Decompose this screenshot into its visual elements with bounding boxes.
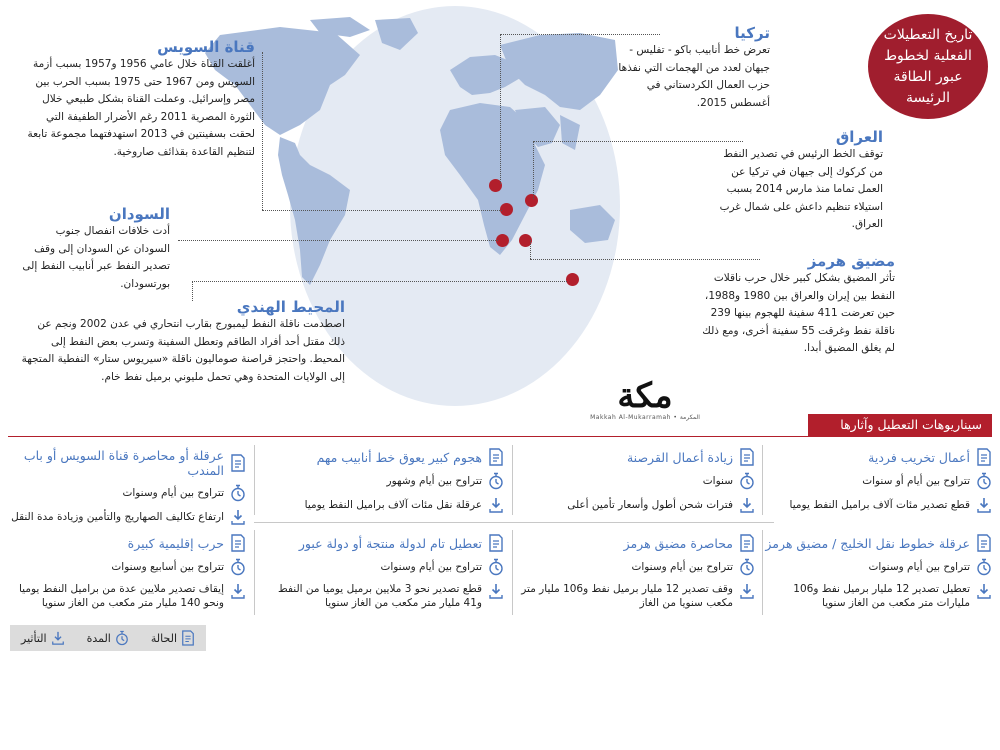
block-hormuz-title: مضيق هرمز [807, 252, 895, 270]
block-suez-text: أغلقت القناة خلال عامي 1956 و1957 بسبب أزمة السويس ومن 1967 حتى 1975 بسبب الحرب بين مصر وإسرائيل. وعملت القناة بشكل طبيعي خلال الثورة المصرية 2011 رغم الأضرار الطفيفة التي لحقت بسفينتين في 2013 استهدفتهما مجموعة تابعة لتنظيم القاعدة بقذائف صاروخية. [27, 58, 255, 158]
scenario-duration: تتراوح بين أيام وشهور [386, 475, 482, 487]
legend-impact [21, 630, 65, 646]
document-icon [739, 448, 755, 466]
scenario-title: عرقلة خطوط نقل الخليج / مضيق هرمز [765, 535, 970, 551]
block-suez-title: قناة السويس [157, 38, 255, 56]
scenario-duration: تتراوح بين أيام وسنوات [380, 561, 482, 573]
stopwatch-icon [115, 630, 129, 646]
scenario-card [6, 448, 246, 532]
leader-indian [192, 281, 567, 282]
logo [570, 378, 720, 428]
column-divider [254, 445, 255, 515]
scenario-card [520, 448, 755, 520]
leader-iraq-v [533, 141, 534, 199]
column-divider [512, 530, 513, 615]
scenario-impact: فترات شحن أطول وأسعار تأمين أعلى [567, 499, 733, 511]
column-divider [512, 445, 513, 515]
document-icon [230, 454, 246, 472]
down-arrow-icon [230, 508, 246, 526]
block-iraq [708, 128, 883, 234]
down-arrow-icon [488, 582, 504, 600]
scenario-title: أعمال تخريب فردية [868, 449, 970, 465]
scenario-impact: قطع تصدير نحو 3 ملايين برميل يوميا من النفط و41 مليار متر مكعب من الغاز سنويا [278, 583, 482, 609]
scenario-card [772, 448, 992, 520]
document-icon [230, 534, 246, 552]
stopwatch-icon [230, 558, 246, 576]
block-turkey-text: تعرض خط أنابيب باكو - تفليس - جيهان لعدد من الهجمات التي نفذها حزب العمال الكردستاني في أغسطس 2015. [618, 44, 770, 109]
block-hormuz [700, 252, 895, 358]
block-iraq-text: توقف الخط الرئيس في تصدير النفط من كركوك إلى جيهان في تركيا عن العمل تماما منذ مارس 2014 بسبب استيلاء تنظيم داعش على شمال غرب العراق. [719, 148, 883, 230]
column-divider [762, 530, 763, 615]
legend-duration [87, 630, 129, 646]
block-indian-title: المحيط الهندي [236, 298, 345, 316]
block-suez [20, 38, 255, 161]
down-arrow-icon [739, 582, 755, 600]
section-title: سيناريوهات التعطيل وآثارها [808, 414, 992, 436]
page-title: تاريخ التعطيلات الفعلية لخطوط عبور الطاقة الرئيسة [868, 14, 988, 119]
scenario-duration: تتراوح بين أيام أو سنوات [862, 475, 970, 487]
down-arrow-icon [51, 630, 65, 646]
legend-duration-label: المدة [86, 631, 111, 645]
scenario-duration: تتراوح بين أيام وسنوات [122, 487, 224, 499]
scenario-duration: تتراوح بين أيام وسنوات [868, 561, 970, 573]
document-icon [976, 534, 992, 552]
stopwatch-icon [488, 558, 504, 576]
legend-impact-label: التأثير [21, 631, 47, 645]
event-dot-indian-ocean [566, 273, 579, 286]
event-dot-iraq [525, 194, 538, 207]
scenario-title: تعطيل تام لدولة منتجة أو دولة عبور [298, 535, 482, 551]
stopwatch-icon [976, 472, 992, 490]
legend-status-label: الحالة [150, 631, 177, 645]
scenario-impact: قطع تصدير مئات آلاف براميل النفط يوميا [789, 499, 970, 511]
down-arrow-icon [976, 496, 992, 514]
down-arrow-icon [976, 582, 992, 600]
scenario-impact: عرقلة نقل مئات آلاف براميل النفط يوميا [304, 499, 482, 511]
scenario-card [520, 534, 755, 616]
leader-hormuz-v [530, 240, 531, 259]
leader-suez-h [262, 210, 502, 211]
document-icon [181, 630, 195, 646]
scenario-card [6, 534, 246, 616]
stopwatch-icon [739, 558, 755, 576]
scenario-card [765, 534, 992, 616]
block-indian [20, 298, 345, 386]
column-divider [254, 530, 255, 615]
scenario-card [262, 534, 504, 616]
leader-sudan [178, 240, 498, 241]
stopwatch-icon [976, 558, 992, 576]
scenario-title: حرب إقليمية كبيرة [127, 535, 224, 551]
scenario-impact: وقف تصدير 12 مليار برميل نفط و106 مليار متر مكعب سنويا من الغاز [521, 583, 733, 609]
scenario-title: زيادة أعمال القرصنة [626, 449, 733, 465]
block-sudan [20, 205, 170, 293]
block-turkey [605, 24, 770, 112]
block-iraq-title: العراق [835, 128, 883, 146]
document-icon [976, 448, 992, 466]
block-sudan-text: أدت خلافات انفصال جنوب السودان عن السودان إلى وقف تصدير النفط عبر أنابيب النفط إلى بورتسودان. [22, 225, 170, 290]
scenario-impact: إيقاف تصدير ملايين عدة من براميل النفط يوميا ونحو 140 مليار متر مكعب من الغاز سنويا [18, 583, 224, 609]
scenario-card [262, 448, 504, 520]
stopwatch-icon [739, 472, 755, 490]
logo-text: مكة [617, 376, 673, 416]
stopwatch-icon [230, 484, 246, 502]
scenario-duration: تتراوح بين أيام وسنوات [631, 561, 733, 573]
stopwatch-icon [488, 472, 504, 490]
scenario-title: عرقلة أو محاصرة قناة السويس أو باب المندب [23, 448, 224, 478]
leader-suez-v [262, 52, 263, 210]
down-arrow-icon [488, 496, 504, 514]
block-indian-text: اصطدمت ناقلة النفط ليمبورج بقارب انتحاري في عدن 2002 ونجم عن ذلك مقتل أحد أفراد الطاقم وتعطل السفينة وتسرب بعض النفط إلى المحيط. واحتجز قراصنة صوماليون ناقلة «سيريوس ستار» النفطية المتجهة إلى الولايات المتحدة وهي تحمل مليوني برميل نفط خام. [21, 318, 345, 383]
scenario-duration: تتراوح بين أسابيع وسنوات [111, 561, 224, 573]
document-icon [488, 534, 504, 552]
leader-turkey-v [500, 34, 501, 184]
scenario-impact: تعطيل تصدير 12 مليار برميل نفط و106 مليارات متر مكعب من الغاز سنويا [793, 583, 970, 609]
block-sudan-title: السودان [108, 205, 170, 223]
scenario-title: محاصرة مضيق هرمز [623, 535, 733, 551]
document-icon [739, 534, 755, 552]
document-icon [488, 448, 504, 466]
block-turkey-title: تركيا [734, 24, 770, 42]
scenario-impact: ارتفاع تكاليف الصهاريج والتأمين وزيادة مدة النقل [11, 511, 224, 523]
block-hormuz-text: تأثر المضيق بشكل كبير خلال حرب ناقلات النفط بين إيران والعراق بين 1980 و1988، حين تعرضت 411 سفينة للهجوم بينها 239 ناقلة نفط وغرقت 55 سفينة أخرى، ومع ذلك لم يغلق المضيق أبدا. [702, 272, 895, 354]
down-arrow-icon [739, 496, 755, 514]
row-divider [254, 522, 774, 523]
legend [10, 625, 206, 651]
column-divider [762, 445, 763, 515]
down-arrow-icon [230, 582, 246, 600]
section-divider [8, 436, 992, 437]
legend-status [151, 630, 195, 646]
scenario-duration: سنوات [702, 475, 733, 487]
logo-subtitle: Makkah Al-Mukarramah • المكرمة [590, 414, 700, 421]
scenario-title: هجوم كبير يعوق خط أنابيب مهم [316, 449, 482, 465]
